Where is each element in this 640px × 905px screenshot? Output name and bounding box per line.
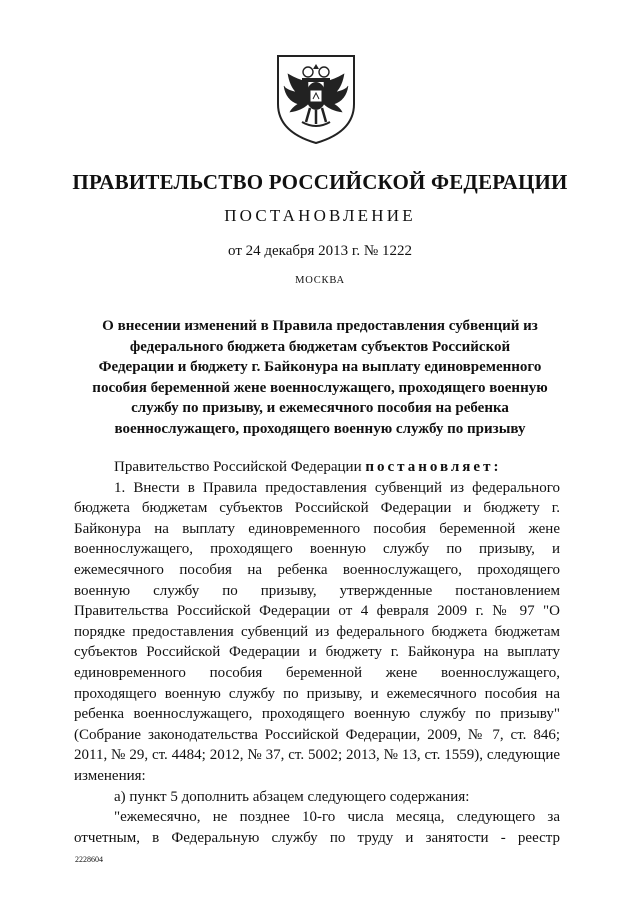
document-type: ПОСТАНОВЛЕНИЕ (224, 206, 416, 225)
paragraph-2: а) пункт 5 дополнить абзацем следующего содержания: (114, 788, 470, 805)
resolution-subject: О внесении изменений в Правила предоставления субвенций из федерального бюджета бюджетам субъектов Российской Федерации и бюджету г. Байконура на выплату единовременного пособия беременной жене военнослужащего, проходящего военную службу по призыву, и ежемесячного пособия на ребенка военнослужащего, проходящего военную службу по призыву (92, 318, 548, 437)
paragraph-1: 1. Внести в Правила предоставления субвенций из федерального бюджета бюджетам субъектов Российской Федерации и бюджету г. Байконура на выплату единовременного пособия беременной жене военнослужащего, проходящего военную службу по призыву, и ежемесячного пособия на ребенка военнослужащего, проходящего военную службу по призыву, утвержденные постановлением Правительства Российской Федерации от 4 февраля 2009 г. № 97 "О порядке предоставления субвенций из федерального бюджета бюджетам субъектов Российской Федерации и бюджету г. Байконура на выплату единовременного пособия беременной жене военнослужащего, проходящего военную службу по призыву, и ежемесячного пособия на ребенка военнослужащего, проходящего военную службу по призыву" (Собрание законодательства Российской Федерации, 2009, № 7, ст. 846; 2011, № 29, ст. 4484; 2012, № 37, ст. 5002; 2013, № 13, ст. 1559), следующие изменения: (74, 479, 560, 784)
preamble-text: Правительство Российской Федерации (114, 459, 366, 475)
coat-of-arms-emblem (272, 52, 360, 146)
city: МОСКВА (295, 275, 345, 286)
government-title: ПРАВИТЕЛЬСТВО РОССИЙСКОЙ ФЕДЕРАЦИИ (72, 170, 568, 194)
document-code: 2228604 (75, 855, 103, 864)
date-and-number: от 24 декабря 2013 г. № 1222 (228, 243, 412, 259)
document-body (74, 457, 560, 848)
preamble-paragraph (74, 457, 560, 478)
paragraph-3: "ежемесячно, не позднее 10-го числа месяца, следующего за отчетным, в Федеральную службу по труду и занятости - реестр (74, 809, 560, 846)
preamble-verb: постановляет: (365, 459, 502, 475)
